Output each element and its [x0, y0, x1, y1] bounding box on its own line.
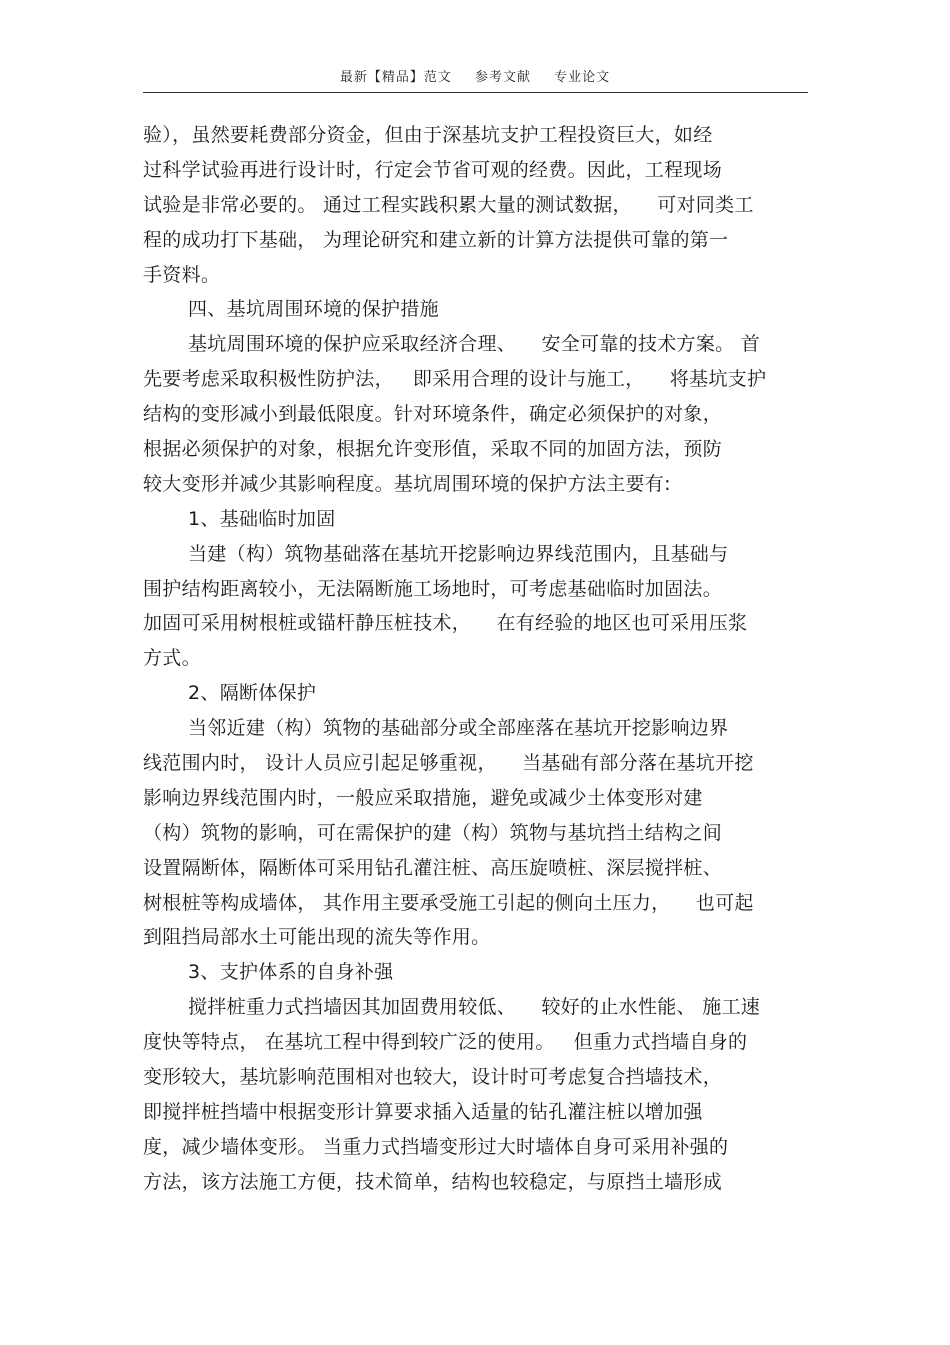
text-line: 手资料。	[143, 263, 221, 286]
text-line: （构）筑物的影响，可在需保护的建（构）筑物与基坑挡土结构之间	[143, 821, 723, 844]
document-body	[143, 118, 813, 1200]
text-line: 方法，该方法施工方便，技术简单，结构也较稳定，与原挡土墙形成	[143, 1170, 723, 1193]
text-line: 试验是非常必要的。 通过工程实践积累大量的测试数据， 可对同类工	[143, 193, 754, 216]
text-line: 线范围内时， 设计人员应引起足够重视， 当基础有部分落在基坑开挖	[143, 752, 754, 775]
page-header	[0, 66, 950, 85]
text-line: 基坑周围环境的保护应采取经济合理、 安全可靠的技术方案。 首	[188, 333, 761, 356]
header-item-fanwen: 最新【精品】范文	[339, 70, 452, 85]
text-line: 根据必须保护的对象，根据允许变形值，采取不同的加固方法，预防	[143, 438, 723, 461]
text-line: 围护结构距离较小，无法隔断施工场地时，可考虑基础临时加固法。	[143, 577, 723, 600]
text-line: 1、基础临时加固	[188, 507, 336, 530]
text-line: 2、隔断体保护	[188, 682, 317, 705]
header-item-cankao: 参考文献	[474, 70, 531, 85]
text-line: 过科学试验再进行设计时，行定会节省可观的经费。因此，工程现场	[143, 158, 723, 181]
text-line: 变形较大，基坑影响范围相对也较大，设计时可考虑复合挡墙技术，	[143, 1066, 723, 1089]
text-line: 即搅拌桩挡墙中根据变形计算要求插入适量的钻孔灌注桩以增加强	[143, 1100, 703, 1123]
text-line: 度快等特点， 在基坑工程中得到较广泛的使用。 但重力式挡墙自身的	[143, 1031, 748, 1054]
text-line: 影响边界线范围内时，一般应采取措施，避免或减少土体变形对建	[143, 786, 703, 809]
text-line: 搅拌桩重力式挡墙因其加固费用较低、 较好的止水性能、 施工速	[188, 996, 761, 1019]
text-line: 程的成功打下基础， 为理论研究和建立新的计算方法提供可靠的第一	[143, 228, 729, 251]
text-line: 设置隔断体，隔断体可采用钻孔灌注桩、高压旋喷桩、深层搅拌桩、	[143, 856, 723, 879]
header-divider	[143, 92, 808, 93]
text-line: 验），虽然要耗费部分资金，但由于深基坑支护工程投资巨大，如经	[143, 124, 713, 146]
text-line: 当建（构）筑物基础落在基坑开挖影响边界线范围内，且基础与	[188, 542, 729, 565]
text-line: 当邻近建（构）筑物的基础部分或全部座落在基坑开挖影响边界	[188, 717, 729, 740]
text-line: 方式。	[143, 647, 201, 670]
text-line: 结构的变形减小到最低限度。针对环境条件，确定必须保护的对象，	[143, 403, 723, 426]
text-line: 树根桩等构成墙体， 其作用主要承受施工引起的侧向土压力， 也可起	[143, 891, 754, 914]
text-line: 加固可采用树根桩或锚杆静压桩技术， 在有经验的地区也可采用压浆	[143, 612, 748, 635]
text-line: 度，减少墙体变形。 当重力式挡墙变形过大时墙体自身可采用补强的	[143, 1135, 729, 1158]
text-line: 四、基坑周围环境的保护措施	[188, 298, 439, 321]
header-item-lunwen: 专业论文	[554, 70, 611, 85]
text-line: 3、支护体系的自身补强	[188, 961, 394, 984]
text-line: 先要考虑采取积极性防护法， 即采用合理的设计与施工， 将基坑支护	[143, 368, 767, 391]
text-line: 到阻挡局部水土可能出现的流失等作用。	[143, 926, 491, 949]
text-line: 较大变形并减少其影响程度。基坑周围环境的保护方法主要有:	[143, 472, 671, 495]
